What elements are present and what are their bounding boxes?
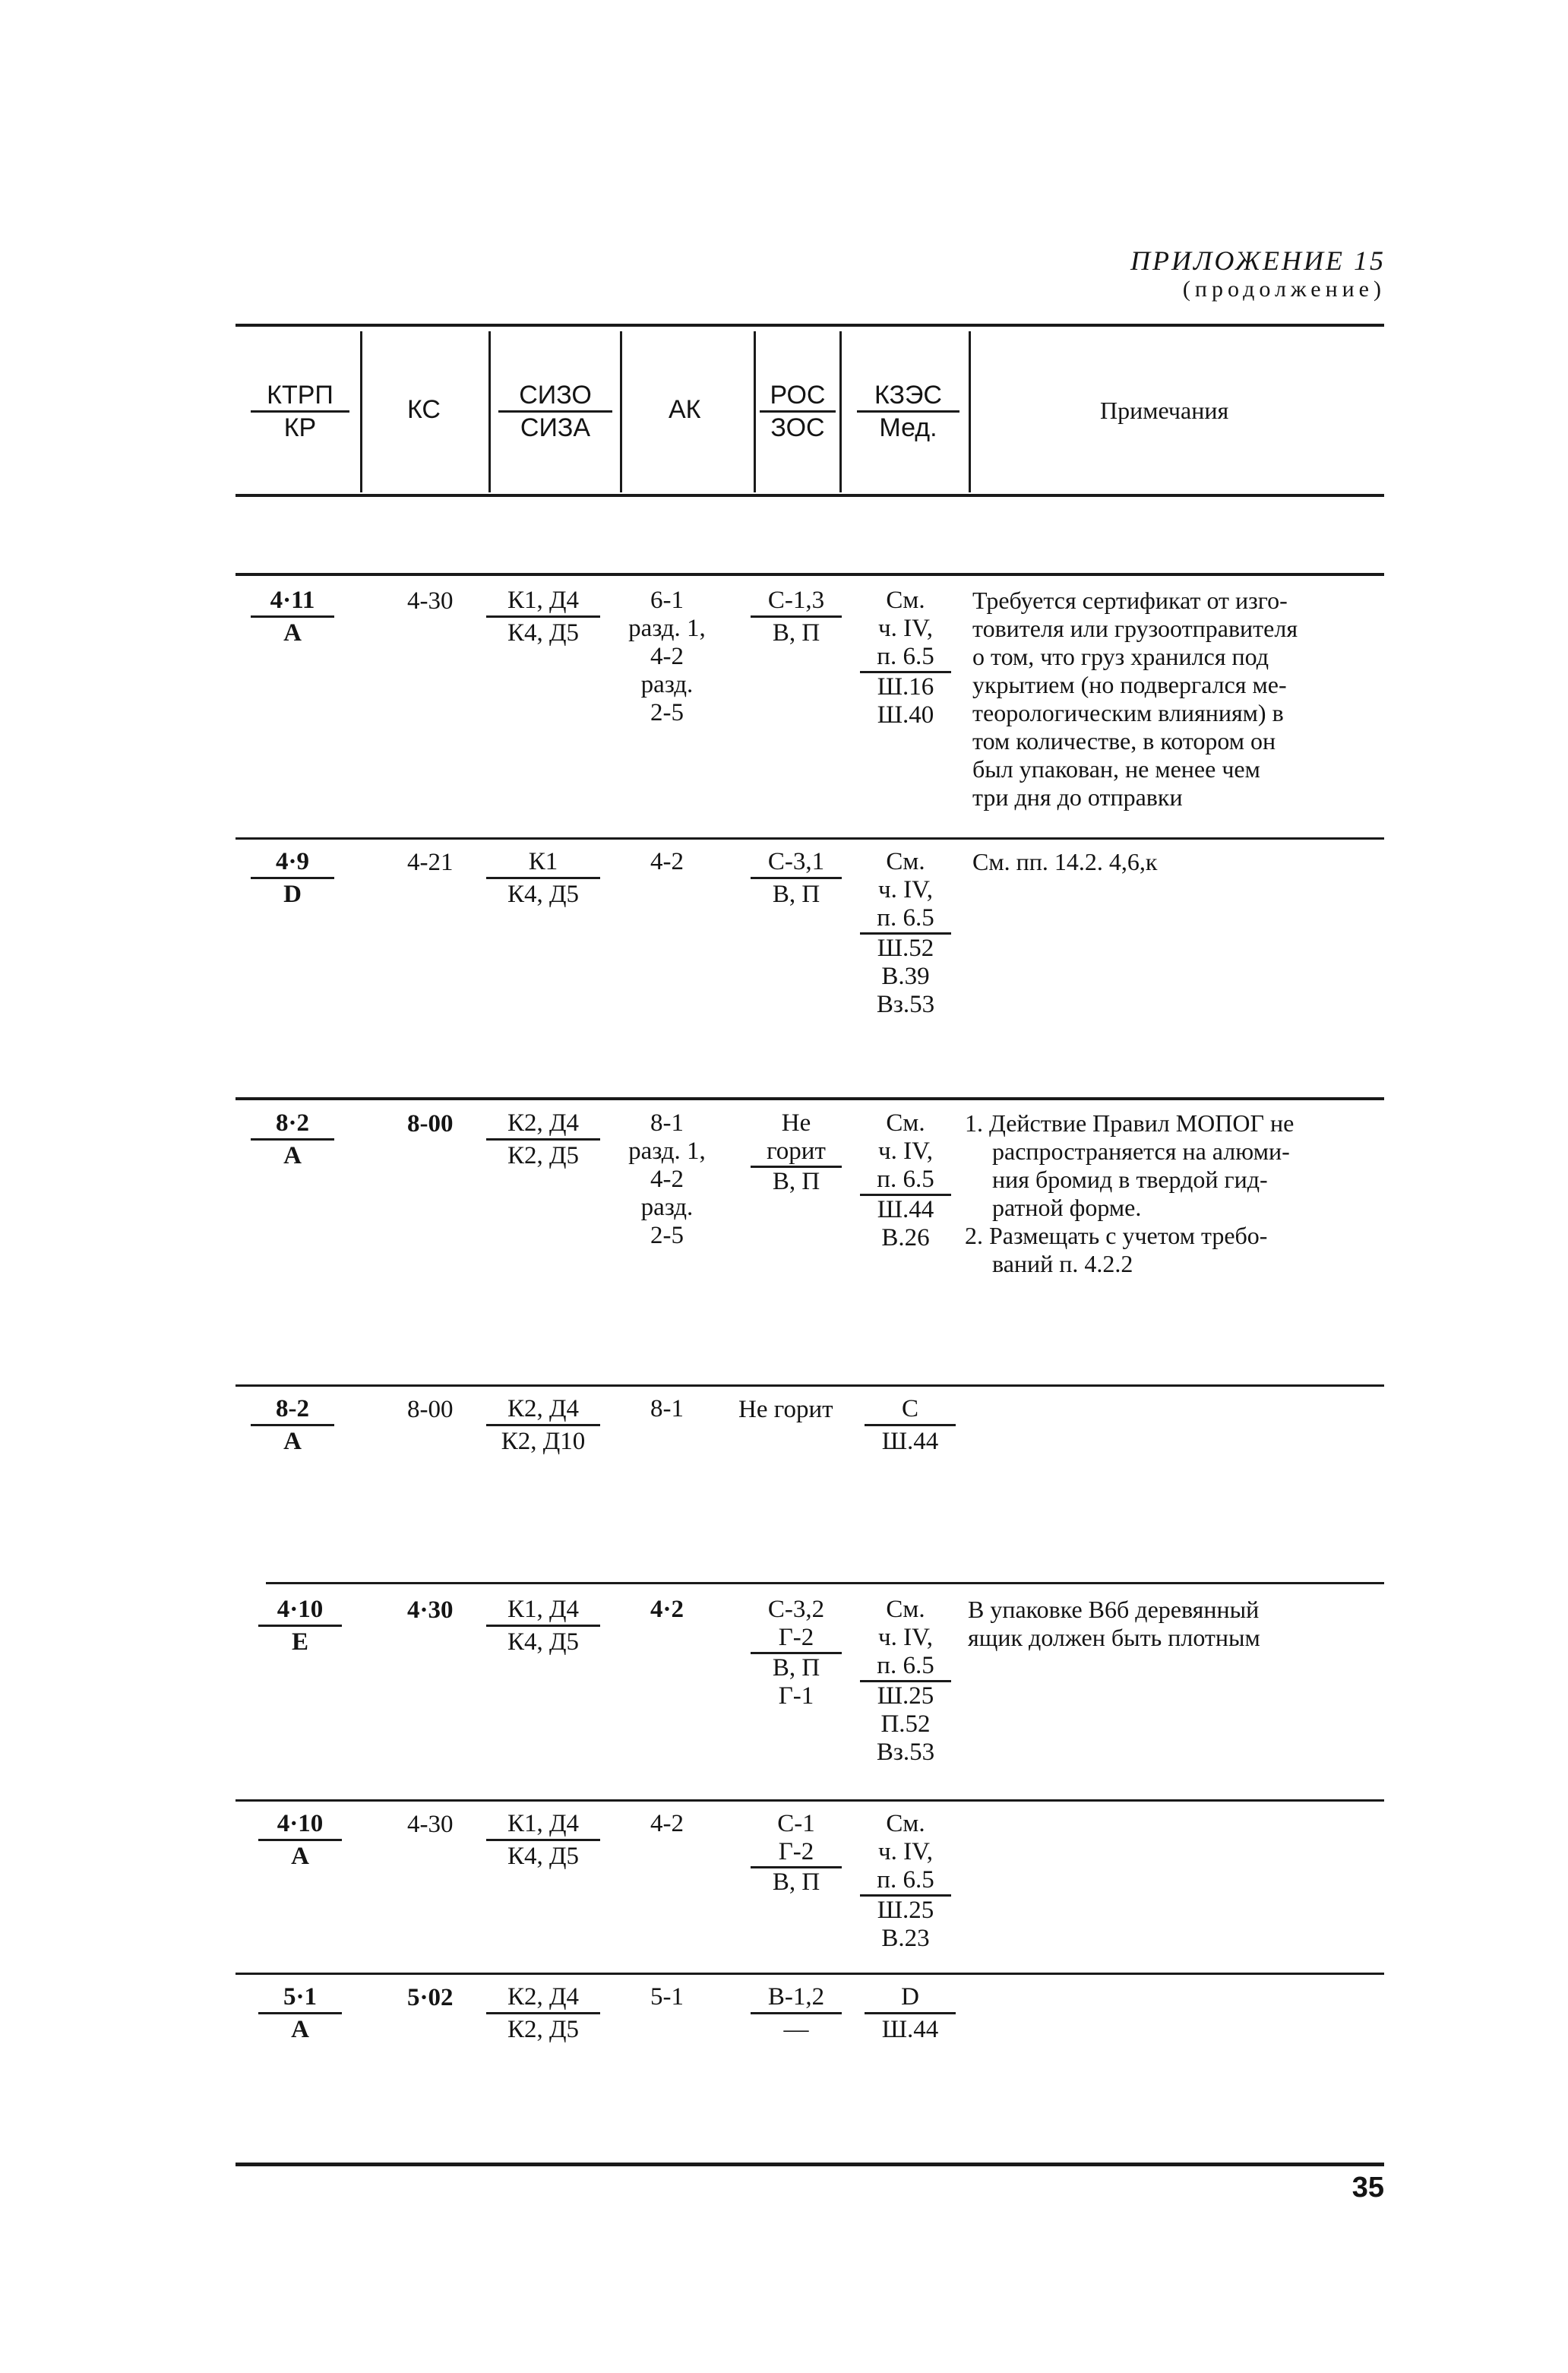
row7-sizo-siza [486, 1982, 600, 2045]
row7-ktrp-kr [258, 1982, 342, 2045]
col-head-ak: АК [669, 395, 701, 424]
row3-notes: 1. Действие Правил МОПОГ не распространяется на алюми- ния бромид в твердой гид- ратной форме. 2. Размещать с учетом требо- ваний п. 4.2.2 [965, 1109, 1295, 1277]
row6-ktrp: 4·10 [258, 1808, 342, 1841]
table-bottom-rule [236, 2163, 1384, 2166]
row7-zos: — [783, 2016, 809, 2043]
row2-ros-zos [751, 846, 842, 910]
row7-ros: В-1,2 [751, 1982, 842, 2014]
row4-kr: А [283, 1428, 302, 1455]
col-head-siza: СИЗА [520, 413, 591, 442]
row7-sizo: К2, Д4 [486, 1982, 600, 2014]
row3-ktrp-kr [251, 1108, 334, 1171]
row2-ak: 4-2 [650, 848, 684, 875]
row6-ak: 4-2 [650, 1810, 684, 1837]
col-head-med: Мед. [879, 413, 937, 442]
row4-sizo-siza [486, 1394, 600, 1457]
row1-ktrp-kr [251, 585, 334, 648]
row5-ktrp: 4·10 [258, 1594, 342, 1627]
row6-siza: К4, Д5 [507, 1843, 580, 1870]
col-head-ktrp: КТРП [251, 380, 349, 413]
row3-sizo-siza [486, 1108, 600, 1171]
row1-kzes-med: См. ч. IV, п. 6.5 Ш.16 Ш.40 [860, 587, 951, 729]
col-head-ros-zos [760, 380, 836, 443]
row7-ros-zos [751, 1982, 842, 2045]
column-divider [620, 331, 622, 492]
column-divider [488, 331, 491, 492]
row7-kr: А [291, 2016, 309, 2043]
row5-ktrp-kr [258, 1594, 342, 1657]
row4-ks: 8-00 [407, 1396, 454, 1423]
col-head-sizo-siza [498, 380, 612, 443]
row6-ktrp-kr [258, 1808, 342, 1872]
row2-zos: В, П [772, 881, 820, 908]
row3-siza: К2, Д5 [507, 1142, 580, 1169]
row5-ak: 4·2 [650, 1596, 684, 1623]
row2-ks: 4-21 [407, 849, 454, 876]
row4-ros: Не горит [738, 1396, 833, 1423]
row-separator [266, 1582, 1384, 1584]
row2-kzes-med: См. ч. IV, п. 6.5 Ш.52 В.39 Вз.53 [860, 848, 951, 1019]
row7-ak: 5-1 [650, 1983, 684, 2011]
row7-ks: 5·02 [407, 1984, 454, 2011]
row-separator [236, 1384, 1384, 1387]
row-separator [236, 1097, 1384, 1100]
row1-sizo-siza [486, 585, 600, 648]
row1-sizo: К1, Д4 [486, 585, 600, 618]
row6-sizo: К1, Д4 [486, 1808, 600, 1841]
row6-ros-zos: С-1 Г-2 В, П [751, 1810, 842, 1897]
row4-ktrp-kr [251, 1394, 334, 1457]
row4-sizo: К2, Д4 [486, 1394, 600, 1426]
row5-sizo-siza [486, 1594, 600, 1657]
row3-sizo: К2, Д4 [486, 1108, 600, 1141]
row-separator [236, 573, 1384, 576]
row4-ak: 8-1 [650, 1395, 684, 1422]
row7-ktrp: 5·1 [258, 1982, 342, 2014]
row4-siza: К2, Д10 [501, 1428, 586, 1455]
row2-sizo: К1 [486, 846, 600, 879]
row4-kzes-med [865, 1394, 956, 1457]
row3-ktrp: 8·2 [251, 1108, 334, 1141]
row3-ros: горит [751, 1137, 842, 1168]
row3-ak: 8-1 разд. 1, 4-2 разд. 2-5 [628, 1109, 706, 1249]
row1-notes: Требуется сертификат от изго- товителя или грузоотправителя о том, что груз хранился под укрытием (но подвергался ме- теорологическим влияниям) в том количестве, в котором он был упакован, не менее чем три дня до отправки [972, 587, 1298, 811]
table-top-rule [236, 324, 1384, 327]
row4-med: Ш.44 [881, 1428, 939, 1455]
column-divider [969, 331, 971, 492]
col-head-ros: РОС [760, 380, 836, 413]
row7-kzes: D [865, 1982, 956, 2014]
row2-ros: С-3,1 [751, 846, 842, 879]
row3-zos: В, П [772, 1168, 820, 1195]
row2-siza: К4, Д5 [507, 881, 580, 908]
row6-kzes-med: См. ч. IV, п. 6.5 Ш.25 В.23 [860, 1810, 951, 1953]
column-divider [754, 331, 756, 492]
col-head-zos: ЗОС [770, 413, 825, 442]
col-head-ktrp-kr [251, 380, 349, 443]
col-head-ks: КС [407, 395, 441, 424]
row-separator [236, 1973, 1384, 1975]
row4-ktrp: 8-2 [251, 1394, 334, 1426]
column-divider [360, 331, 362, 492]
row3-ros-pre: Не [781, 1109, 811, 1137]
row2-notes: См. пп. 14.2. 4,6,к [972, 848, 1158, 875]
col-head-kr: КР [283, 413, 317, 442]
row1-ros: С-1,3 [751, 585, 842, 618]
row7-med: Ш.44 [881, 2016, 939, 2043]
row5-ros-zos: С-3,2 Г-2 В, П Г-1 [751, 1596, 842, 1710]
row1-kr: А [283, 619, 302, 647]
col-head-sizo: СИЗО [498, 380, 612, 413]
row6-kr: А [291, 1843, 309, 1870]
row5-siza: К4, Д5 [507, 1628, 580, 1656]
row6-sizo-siza [486, 1808, 600, 1872]
row5-sizo: К1, Д4 [486, 1594, 600, 1627]
col-head-notes: Примечания [1100, 397, 1229, 424]
appendix-title: ПРИЛОЖЕНИЕ 15 [1130, 245, 1386, 276]
row5-notes: В упаковке В6б деревянный ящик должен быть плотным [968, 1596, 1260, 1651]
row1-ks: 4-30 [407, 587, 454, 615]
row7-siza: К2, Д5 [507, 2016, 580, 2043]
row2-ktrp: 4·9 [251, 846, 334, 879]
col-head-kzes-med [857, 380, 959, 443]
row5-kzes-med: См. ч. IV, п. 6.5 Ш.25 П.52 Вз.53 [860, 1596, 951, 1767]
row5-ks: 4·30 [407, 1596, 454, 1624]
row2-ktrp-kr [251, 846, 334, 910]
row6-ks: 4-30 [407, 1811, 454, 1838]
row5-kr: Е [291, 1628, 308, 1656]
row3-ros-zos [751, 1109, 842, 1196]
column-divider [839, 331, 842, 492]
row1-siza: К4, Д5 [507, 619, 580, 647]
table-header-bottom-rule [236, 494, 1384, 497]
row1-ktrp: 4·11 [251, 585, 334, 618]
row2-kr: D [283, 881, 302, 908]
row4-kzes: С [865, 1394, 956, 1426]
row1-ros-zos [751, 585, 842, 648]
row3-kr: А [283, 1142, 302, 1169]
page-number: 35 [1351, 2172, 1384, 2204]
row-separator [236, 837, 1384, 840]
row1-ak: 6-1 разд. 1, 4-2 разд. 2-5 [628, 587, 706, 726]
row3-ks: 8-00 [407, 1110, 454, 1137]
col-head-kzes: КЗЭС [857, 380, 959, 413]
row2-sizo-siza [486, 846, 600, 910]
row-separator [236, 1799, 1384, 1802]
row1-zos: В, П [772, 619, 820, 647]
appendix-subtitle: (продолжение) [1182, 277, 1386, 302]
row7-kzes-med [865, 1982, 956, 2045]
row3-kzes-med: См. ч. IV, п. 6.5 Ш.44 В.26 [860, 1109, 951, 1252]
